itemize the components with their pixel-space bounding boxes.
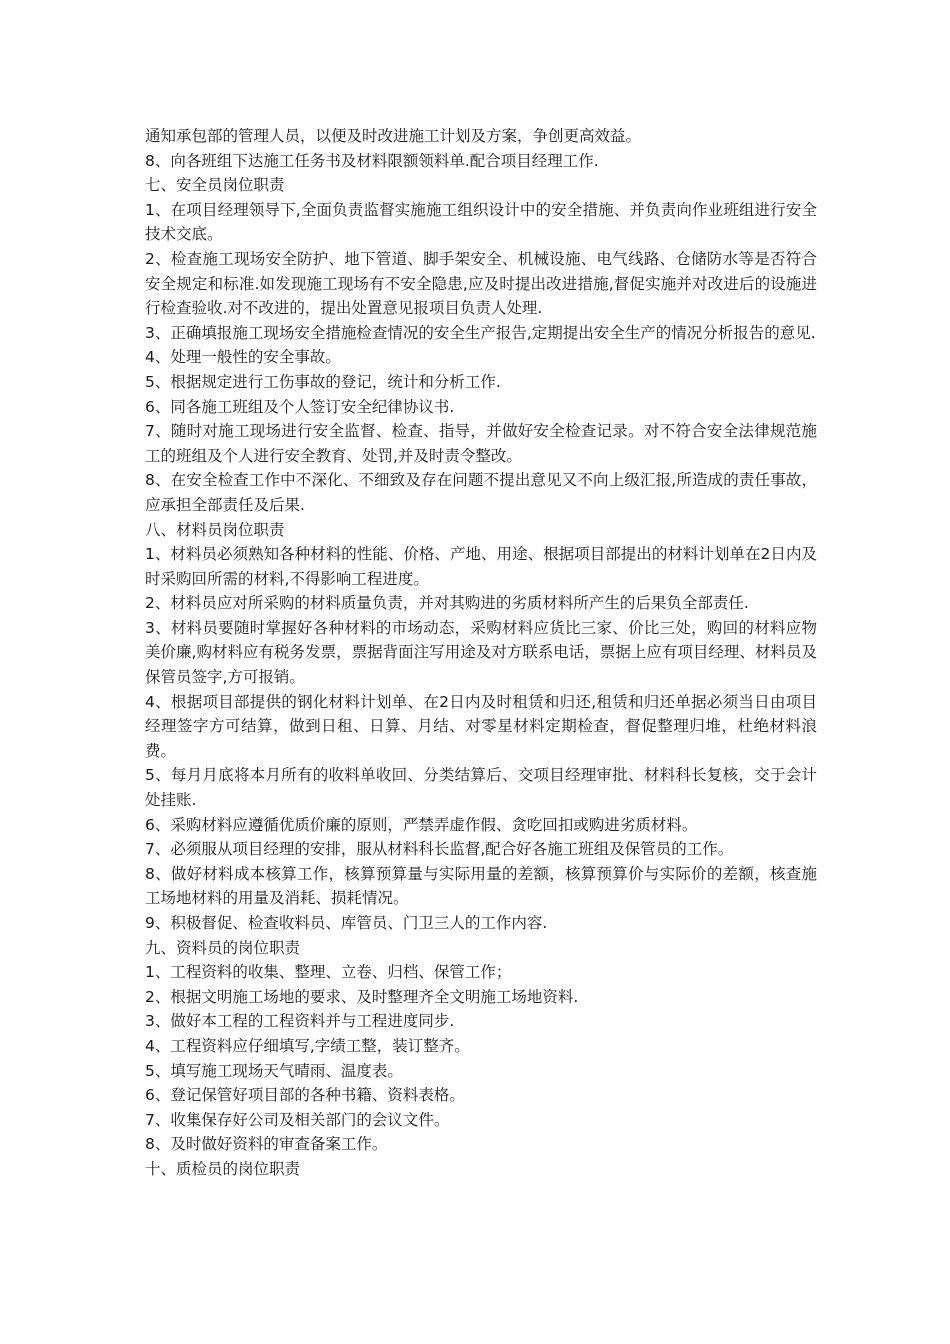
paragraph-line: 4、工程资料应仔细填写,字绩工整，装订整齐。 xyxy=(145,1036,470,1055)
paragraph-line: 5、填写施工现场天气晴雨、温度表。 xyxy=(145,1061,403,1080)
paragraph-line: 1、在项目经理领导下,全面负责监督实施施工组织设计中的安全措施、并负责向作业班组进行安全技术交底。 xyxy=(145,200,817,244)
section-heading: 七、安全员岗位职责 xyxy=(145,176,285,195)
paragraph-line: 4、根据项目部提供的钢化材料计划单、在2日内及时租赁和归还,租赁和归还单据必须当日由项目经理签字方可结算，做到日租、日算、月结、对零星材料定期检查，督促整理归堆，杜绝材料浪费。 xyxy=(145,692,817,760)
document-body xyxy=(145,124,817,1182)
paragraph-line: 3、材料员要随时掌握好各种材料的市场动态，采购材料应货比三家、价比三处，购回的材料应物美价廉,购材料应有税务发票，票据背面注写用途及对方联系电话，票据上应有项目经理、材料员及保管员签字,方可报销。 xyxy=(145,618,817,687)
paragraph-line: 8、向各班组下达施工任务书及材料限额领料单.配合项目经理工作. xyxy=(145,151,599,170)
paragraph-line: 7、必须服从项目经理的安排，服从材料科长监督,配合好各施工班组及保管员的工作。 xyxy=(145,840,734,859)
paragraph-line: 1、材料员必须熟知各种材料的性能、价格、产地、用途、根据项目部提出的材料计划单在2日内及时采购回所需的材料,不得影响工程进度。 xyxy=(145,545,817,588)
paragraph-line: 3、正确填报施工现场安全措施检查情况的安全生产报告,定期提出安全生产的情况分析报告的意见. xyxy=(145,323,816,342)
paragraph-line: 8、及时做好资料的审查备案工作。 xyxy=(145,1135,388,1154)
paragraph-line: 4、处理一般性的安全事故。 xyxy=(145,348,341,367)
paragraph-line: 7、随时对施工现场进行安全监督、检查、指导，并做好安全检查记录。对不符合安全法律规范施工的班组及个人进行安全教育、处罚,并及时责令整改。 xyxy=(145,422,817,465)
paragraph-line: 2、材料员应对所采购的材料质量负责，并对其购进的劣质材料所产生的后果负全部责任. xyxy=(145,594,749,613)
paragraph-line: 8、做好材料成本核算工作，核算预算量与实际用量的差额，核算预算价与实际价的差额，核查施工场地材料的用量及消耗、损耗情况。 xyxy=(145,864,817,908)
paragraph-line: 通知承包部的管理人员，以便及时改进施工计划及方案，争创更高效益。 xyxy=(145,127,642,145)
paragraph-line: 6、登记保管好项目部的各种书籍、资料表格。 xyxy=(145,1086,465,1105)
paragraph-line: 1、工程资料的收集、整理、立卷、归档、保管工作； xyxy=(145,963,512,982)
paragraph-line: 8、在安全检查工作中不深化、不细致及存在问题不提出意见又不向上级汇报,所造成的责任事故，应承担全部责任及后果. xyxy=(145,471,817,514)
paragraph-line: 5、根据规定进行工伤事故的登记，统计和分析工作. xyxy=(145,372,501,391)
paragraph-line: 7、收集保存好公司及相关部门的会议文件。 xyxy=(145,1110,450,1129)
paragraph-line: 6、同各施工班组及个人签订安全纪律协议书. xyxy=(145,397,455,416)
paragraph-line: 3、做好本工程的工程资料并与工程进度同步. xyxy=(145,1012,455,1031)
paragraph-line: 2、检查施工现场安全防护、地下管道、脚手架安全、机械设施、电气线路、仓储防水等是否符合安全规定和标准.如发现施工现场有不安全隐患,应及时提出改进措施,督促实施并对改进后的设施进行检查验收.对不改进的，提出处置意见报项目负责人处理. xyxy=(145,249,817,318)
paragraph-line: 9、积极督促、检查收料员、库管员、门卫三人的工作内容. xyxy=(145,914,548,932)
section-heading: 八、材料员岗位职责 xyxy=(145,520,285,539)
paragraph-line: 2、根据文明施工场地的要求、及时整理齐全文明施工场地资料. xyxy=(145,987,579,1006)
section-heading: 十、质检员的岗位职责 xyxy=(145,1159,301,1178)
paragraph-line: 5、每月月底将本月所有的收料单收回、分类结算后、交项目经理审批、材料科长复核，交于会计处挂账. xyxy=(145,766,817,810)
section-heading: 九、资料员的岗位职责 xyxy=(145,938,301,957)
paragraph-line: 6、采购材料应遵循优质价廉的原则，严禁弄虚作假、贪吃回扣或购进劣质材料。 xyxy=(145,815,698,834)
